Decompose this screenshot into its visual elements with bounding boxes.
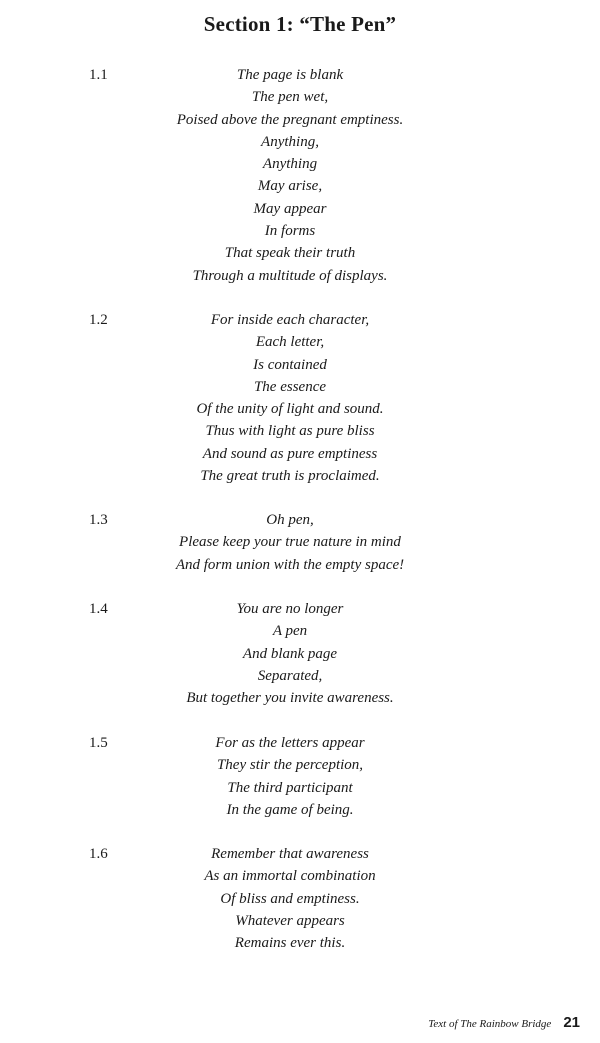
stanza-number: 1.2 [89,312,108,328]
poem-line: Oh pen, [266,512,314,528]
stanza-lines [140,843,440,954]
poem-line: Anything, [261,133,319,150]
poem-line: Remains ever this. [234,935,346,952]
poem-line: Anything [262,156,318,173]
page-number: 21 [563,1014,580,1031]
poem-line: May arise, [257,178,323,195]
stanza-number: 1.5 [89,735,108,751]
poem-line: The page is blank [236,67,344,83]
poem-line: Of bliss and emptiness. [220,890,360,907]
poem-line: But together you invite awareness. [186,690,394,707]
poem-line: In the game of being. [226,801,354,818]
poem-line: Please keep your true nature in mind [179,534,401,551]
poem-line: And form union with the empty space! [175,556,405,573]
poem-line: The great truth is proclaimed. [200,468,380,485]
poem-line: Through a multitude of displays. [192,267,388,284]
poem-line: And blank page [242,645,338,662]
stanza-number: 1.1 [89,67,108,83]
poem-line: Is contained [253,356,327,373]
poem-line: You are no longer [236,601,344,617]
poem-line: For as the letters appear [215,735,365,751]
stanza-lines [140,598,440,709]
poem-line: In forms [264,223,316,240]
stanza-lines [140,64,440,287]
stanza-number: 1.3 [89,512,108,528]
stanza-number: 1.6 [89,846,108,862]
poem-line: Of the unity of light and sound. [196,401,384,418]
poem-line: The third participant [227,779,353,796]
poem-line: They stir the perception, [216,757,364,774]
poem-line: For inside each character, [210,312,370,328]
stanza-number: 1.4 [89,601,108,617]
page-footer [428,1014,580,1031]
poem-line: Poised above the pregnant emptiness. [176,111,404,128]
poem-line: Whatever appears [235,912,345,929]
running-title: Text of The Rainbow Bridge [428,1018,552,1030]
poem-line: And sound as pure emptiness [202,445,378,462]
poem-line: That speak their truth [224,245,356,262]
poem-line: Separated, [257,667,323,684]
page-title: Section 1: “The Pen” [203,12,397,36]
poem-line: Remember that awareness [211,846,369,862]
poem-line: May appear [253,200,327,217]
poem-line: The essence [253,378,327,395]
stanza-lines [140,509,440,576]
poem-line: The pen wet, [251,89,329,106]
stanza-lines [140,309,440,487]
poem-line: Each letter, [255,334,325,351]
poem-line: Thus with light as pure bliss [205,423,375,440]
poem-line: As an immortal combination [204,868,376,885]
stanza-lines [140,732,440,821]
poem-line: A pen [272,623,308,640]
